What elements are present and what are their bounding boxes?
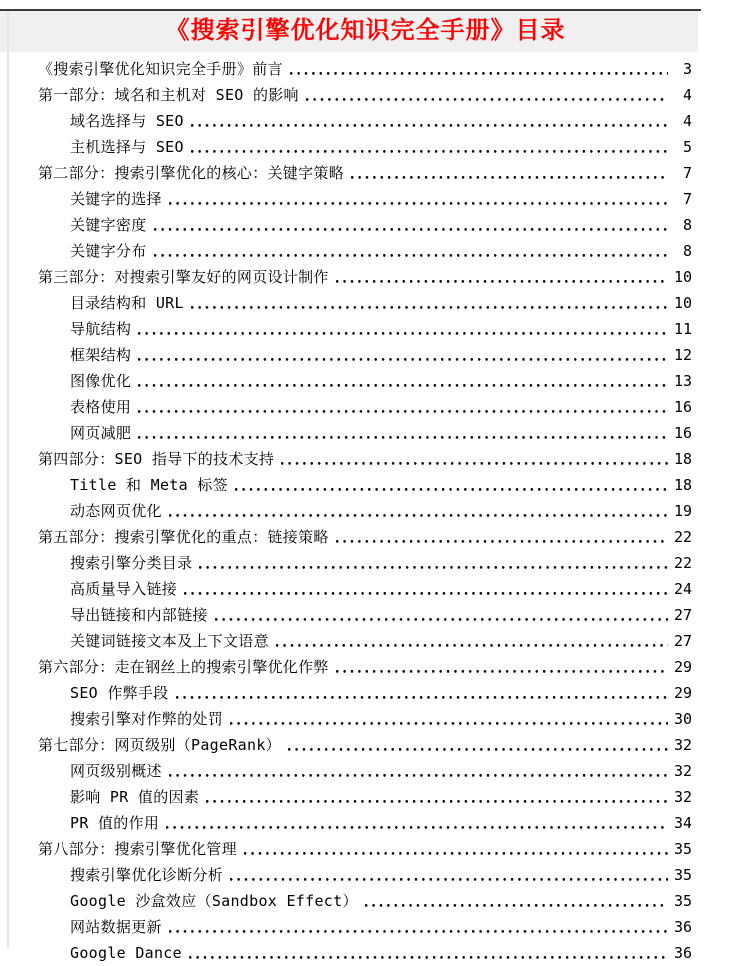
toc-dot-leader (286, 732, 668, 758)
toc-entry[interactable] (38, 914, 692, 940)
toc-entry-label: 第六部分：走在钢丝上的搜索引擎优化作弊 (38, 658, 329, 676)
toc-entry-page: 27 (673, 606, 692, 624)
toc-dot-leader (288, 56, 668, 82)
toc-entry[interactable] (38, 732, 692, 758)
toc-dot-leader (164, 810, 668, 836)
toc-entry[interactable] (38, 160, 692, 186)
toc-entry-label: 关键字的选择 (70, 190, 162, 208)
toc-entry[interactable] (38, 368, 692, 394)
toc-entry-label: 第二部分：搜索引擎优化的核心：关键字策略 (38, 164, 345, 182)
toc-entry-page: 30 (673, 710, 692, 728)
toc-entry-label: 导航结构 (70, 320, 132, 338)
toc-dot-leader (228, 706, 668, 732)
toc-dot-leader (213, 602, 668, 628)
toc-entry-page: 10 (673, 268, 692, 286)
toc-dot-leader (136, 394, 668, 420)
toc-dot-leader (334, 524, 668, 550)
toc-entry[interactable] (38, 498, 692, 524)
toc-dot-leader (136, 368, 668, 394)
toc-entry[interactable] (38, 524, 692, 550)
toc-entry-page: 18 (673, 476, 692, 494)
toc-dot-leader (228, 862, 668, 888)
toc-entry[interactable] (38, 316, 692, 342)
toc-dot-leader (136, 420, 668, 446)
toc-entry-label: 第三部分：对搜索引擎友好的网页设计制作 (38, 268, 329, 286)
toc-entry[interactable] (38, 134, 692, 160)
toc-entry[interactable] (38, 940, 692, 966)
toc-entry-label: 网页级别概述 (70, 762, 162, 780)
toc-entry-label: 网站数据更新 (70, 918, 162, 936)
toc-entry[interactable] (38, 238, 692, 264)
toc-entry-label: 第七部分：网页级别（PageRank） (38, 736, 281, 754)
toc-entry-page: 10 (673, 294, 692, 312)
toc-entry-page: 16 (673, 398, 692, 416)
toc-entry[interactable] (38, 784, 692, 810)
toc-entry-label: 域名选择与 SEO (70, 112, 184, 130)
toc-dot-leader (304, 82, 668, 108)
toc-entry-label: 关键字分布 (70, 242, 147, 260)
toc-dot-leader (182, 576, 668, 602)
toc-entry[interactable] (38, 212, 692, 238)
toc-entry[interactable] (38, 82, 692, 108)
toc-entry-page: 4 (682, 86, 692, 104)
toc-entry[interactable] (38, 654, 692, 680)
toc-entry-page: 29 (673, 684, 692, 702)
toc-entry-label: 第一部分：域名和主机对 SEO 的影响 (38, 86, 299, 104)
toc-entry[interactable] (38, 342, 692, 368)
toc-entry[interactable] (38, 446, 692, 472)
toc-dot-leader (174, 680, 668, 706)
toc-entry[interactable] (38, 420, 692, 446)
toc-entry-label: PR 值的作用 (70, 814, 160, 832)
toc-entry-label: 搜索引擎分类目录 (70, 554, 193, 572)
toc-entry-page: 19 (673, 502, 692, 520)
toc-entry-page: 22 (673, 528, 692, 546)
toc-entry-label: Google 沙盒效应（Sandbox Effect） (70, 892, 358, 910)
toc-entry-page: 3 (682, 60, 692, 78)
toc-entry[interactable] (38, 706, 692, 732)
toc-entry[interactable] (38, 576, 692, 602)
toc-entry-page: 35 (673, 866, 692, 884)
toc-dot-leader (242, 836, 668, 862)
toc-entry-page: 8 (682, 242, 692, 260)
toc-entry[interactable] (38, 394, 692, 420)
toc-entry-page: 35 (673, 892, 692, 910)
toc-entry[interactable] (38, 810, 692, 836)
toc-dot-leader (167, 498, 668, 524)
toc-entry-label: Google Dance (70, 944, 182, 962)
toc-entry-label: 高质量导入链接 (70, 580, 178, 598)
toc-dot-leader (152, 212, 668, 238)
toc-entry-label: 关键词链接文本及上下文语意 (70, 632, 269, 650)
toc-entry-page: 7 (682, 164, 692, 182)
toc-entry-label: 第八部分：搜索引擎优化管理 (38, 840, 237, 858)
toc-entry-label: 关键字密度 (70, 216, 147, 234)
toc-entry-page: 34 (673, 814, 692, 832)
toc-dot-leader (136, 342, 668, 368)
toc-entry[interactable] (38, 680, 692, 706)
toc-dot-leader (233, 472, 668, 498)
toc-entry-page: 4 (682, 112, 692, 130)
toc-entry-page: 32 (673, 788, 692, 806)
toc-dot-leader (334, 264, 668, 290)
toc-dot-leader (363, 888, 668, 914)
toc-entry-label: 《搜索引擎优化知识完全手册》前言 (38, 60, 283, 78)
toc-entry-label: 导出链接和内部链接 (70, 606, 208, 624)
toc-dot-leader (197, 550, 668, 576)
toc-dot-leader (167, 914, 668, 940)
toc-entry[interactable] (38, 56, 692, 82)
toc-entry-label: Title 和 Meta 标签 (70, 476, 228, 494)
toc-entry[interactable] (38, 836, 692, 862)
toc-entry-label: 主机选择与 SEO (70, 138, 184, 156)
toc-entry[interactable] (38, 862, 692, 888)
toc-dot-leader (189, 134, 668, 160)
toc-entry-page: 36 (673, 918, 692, 936)
toc-entry-label: 表格使用 (70, 398, 132, 416)
toc-dot-leader (187, 940, 668, 966)
toc-entry-label: 目录结构和 URL (70, 294, 184, 312)
toc-entry-page: 29 (673, 658, 692, 676)
toc-dot-leader (334, 654, 668, 680)
toc-dot-leader (279, 446, 668, 472)
toc-entry[interactable] (38, 628, 692, 654)
toc-entry-label: 动态网页优化 (70, 502, 162, 520)
toc-entry-label: 第五部分：搜索引擎优化的重点：链接策略 (38, 528, 329, 546)
toc-dot-leader (136, 316, 668, 342)
toc-entry-page: 27 (673, 632, 692, 650)
toc-entry[interactable] (38, 290, 692, 316)
toc-list (0, 56, 731, 966)
toc-entry-page: 35 (673, 840, 692, 858)
toc-dot-leader (189, 290, 668, 316)
toc-entry[interactable] (38, 108, 692, 134)
toc-dot-leader (167, 758, 668, 784)
toc-entry-label: 搜索引擎优化诊断分析 (70, 866, 224, 884)
toc-entry[interactable] (38, 186, 692, 212)
toc-dot-leader (189, 108, 668, 134)
toc-entry[interactable] (38, 888, 692, 914)
toc-entry[interactable] (38, 602, 692, 628)
toc-dot-leader (274, 628, 668, 654)
toc-entry-page: 36 (673, 944, 692, 962)
toc-entry-page: 32 (673, 762, 692, 780)
toc-entry[interactable] (38, 550, 692, 576)
toc-entry-page: 24 (673, 580, 692, 598)
toc-entry-page: 7 (682, 190, 692, 208)
toc-dot-leader (167, 186, 668, 212)
toc-entry-page: 22 (673, 554, 692, 572)
toc-entry-page: 32 (673, 736, 692, 754)
toc-dot-leader (152, 238, 668, 264)
toc-dot-leader (204, 784, 668, 810)
toc-entry-page: 13 (673, 372, 692, 390)
toc-entry-page: 12 (673, 346, 692, 364)
toc-entry-page: 5 (682, 138, 692, 156)
toc-entry-label: 图像优化 (70, 372, 132, 390)
toc-entry-label: 网页减肥 (70, 424, 132, 442)
toc-entry-page: 8 (682, 216, 692, 234)
toc-entry-page: 11 (673, 320, 692, 338)
toc-entry-label: SEO 作弊手段 (70, 684, 169, 702)
toc-entry-label: 搜索引擎对作弊的处罚 (70, 710, 224, 728)
toc-entry-label: 框架结构 (70, 346, 132, 364)
toc-entry[interactable] (38, 472, 692, 498)
toc-entry-label: 第四部分：SEO 指导下的技术支持 (38, 450, 275, 468)
toc-entry[interactable] (38, 758, 692, 784)
toc-entry[interactable] (38, 264, 692, 290)
toc-dot-leader (349, 160, 668, 186)
toc-entry-label: 影响 PR 值的因素 (70, 788, 200, 806)
page-title: 《搜索引擎优化知识完全手册》目录 (165, 16, 566, 44)
toc-entry-page: 16 (673, 424, 692, 442)
toc-entry-page: 18 (673, 450, 692, 468)
